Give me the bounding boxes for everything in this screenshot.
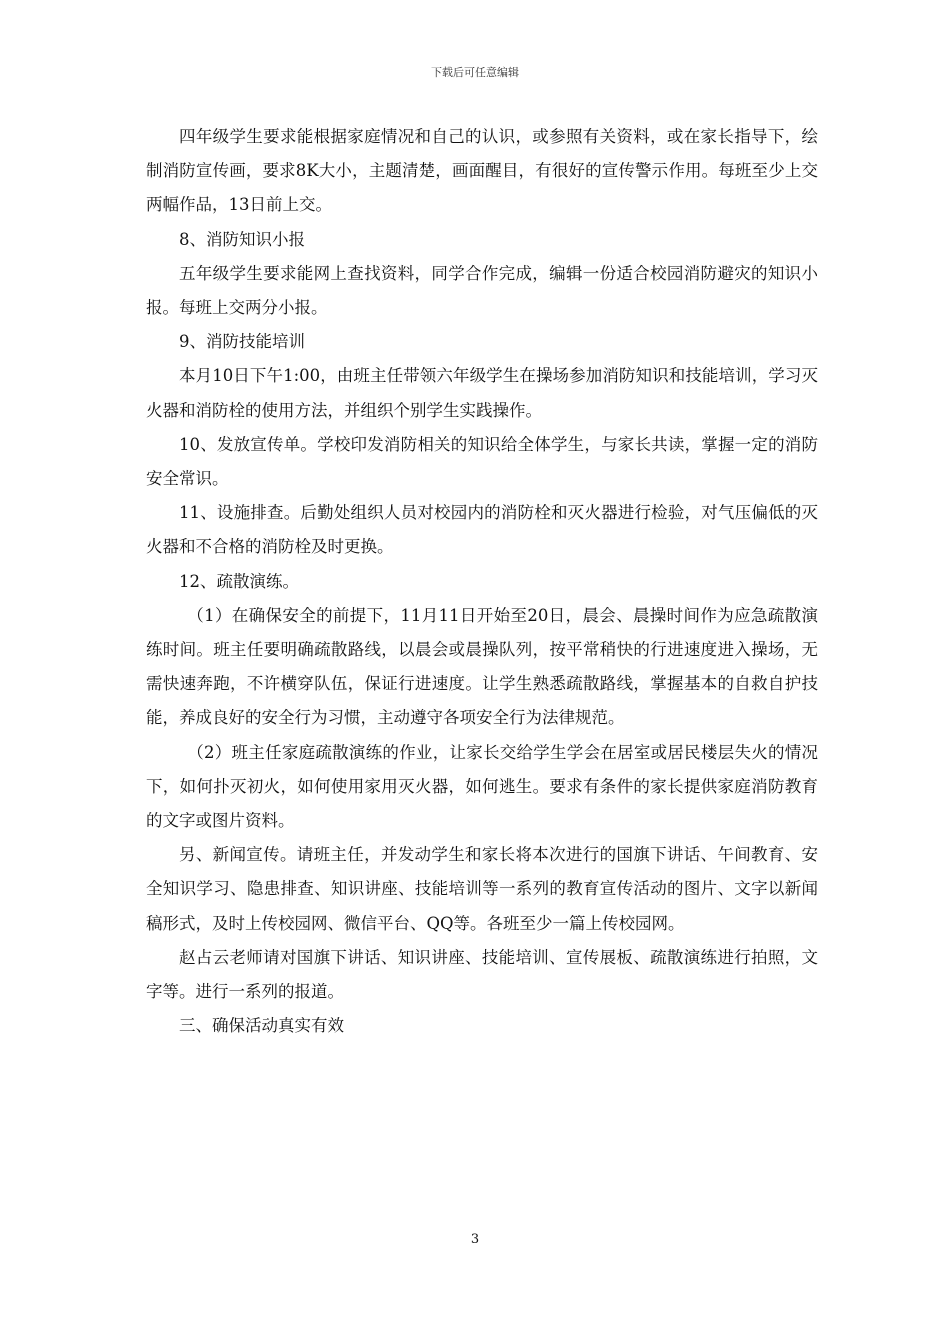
- paragraph-newspaper-task: 五年级学生要求能网上查找资料，同学合作完成，编辑一份适合校园消防避灾的知识小报。每班上交两分小报。: [146, 263, 818, 318]
- heading-section-three: 三、确保活动真实有效: [179, 1016, 344, 1036]
- document-body: [146, 120, 818, 1043]
- paragraph-poster-drawing: 四年级学生要求能根据家庭情况和自己的认识，或参照有关资料，或在家长指导下，绘制消防宣传画，要求8K大小，主题清楚，画面醒目，有很好的宣传警示作用。每班至少上交两幅作品，13日前上交。: [146, 127, 818, 215]
- paragraph-drill-item-1: （1）在确保安全的前提下，11月11日开始至20日，晨会、晨操时间作为应急疏散演练时间。班主任要明确疏散路线，以晨会或晨操队列，按平常稍快的行进速度进入操场，无需快速奔跑，不许横穿队伍，保证行进速度。让学生熟悉疏散路线，掌握基本的自救自护技能，养成良好的安全行为习惯，主动遵守各项安全行为法律规范。: [146, 605, 818, 728]
- paragraph-facility-check: 11、设施排查。后勤处组织人员对校园内的消防栓和灭火器进行检验，对气压偏低的灭火器和不合格的消防栓及时更换。: [146, 503, 818, 557]
- paragraph-drill-item-2: （2）班主任家庭疏散演练的作业，让家长交给学生学会在居室或居民楼层失火的情况下，如何扑灭初火，如何使用家用灭火器，如何逃生。要求有条件的家长提供家庭消防教育的文字或图片资料。: [146, 742, 818, 831]
- paragraph-leaflets: 10、发放宣传单。学校印发消防相关的知识给全体学生，与家长共读，掌握一定的消防安全常识。: [146, 434, 818, 489]
- page-number: 3: [470, 1232, 480, 1247]
- heading-evacuation-drill: 12、疏散演练。: [179, 571, 299, 591]
- paragraph-photo-report: 赵占云老师请对国旗下讲话、知识讲座、技能培训、宣传展板、疏散演练进行拍照，文字等。进行一系列的报道。: [146, 947, 818, 1002]
- page-header-watermark: 下载后可任意编辑: [431, 66, 519, 79]
- paragraph-skill-training: 本月10日下午1:00，由班主任带领六年级学生在操场参加消防知识和技能培训，学习灭火器和消防栓的使用方法，并组织个别学生实践操作。: [146, 366, 818, 420]
- heading-fire-skill-training: 9、消防技能培训: [179, 332, 305, 352]
- paragraph-news-publicity: 另、新闻宣传。请班主任，并发动学生和家长将本次进行的国旗下讲话、午间教育、安全知识学习、隐患排查、知识讲座、技能培训等一系列的教育宣传活动的图片、文字以新闻稿形式，及时上传校园网、微信平台、QQ等。各班至少一篇上传校园网。: [146, 845, 818, 933]
- heading-fire-knowledge-newspaper: 8、消防知识小报: [179, 229, 305, 249]
